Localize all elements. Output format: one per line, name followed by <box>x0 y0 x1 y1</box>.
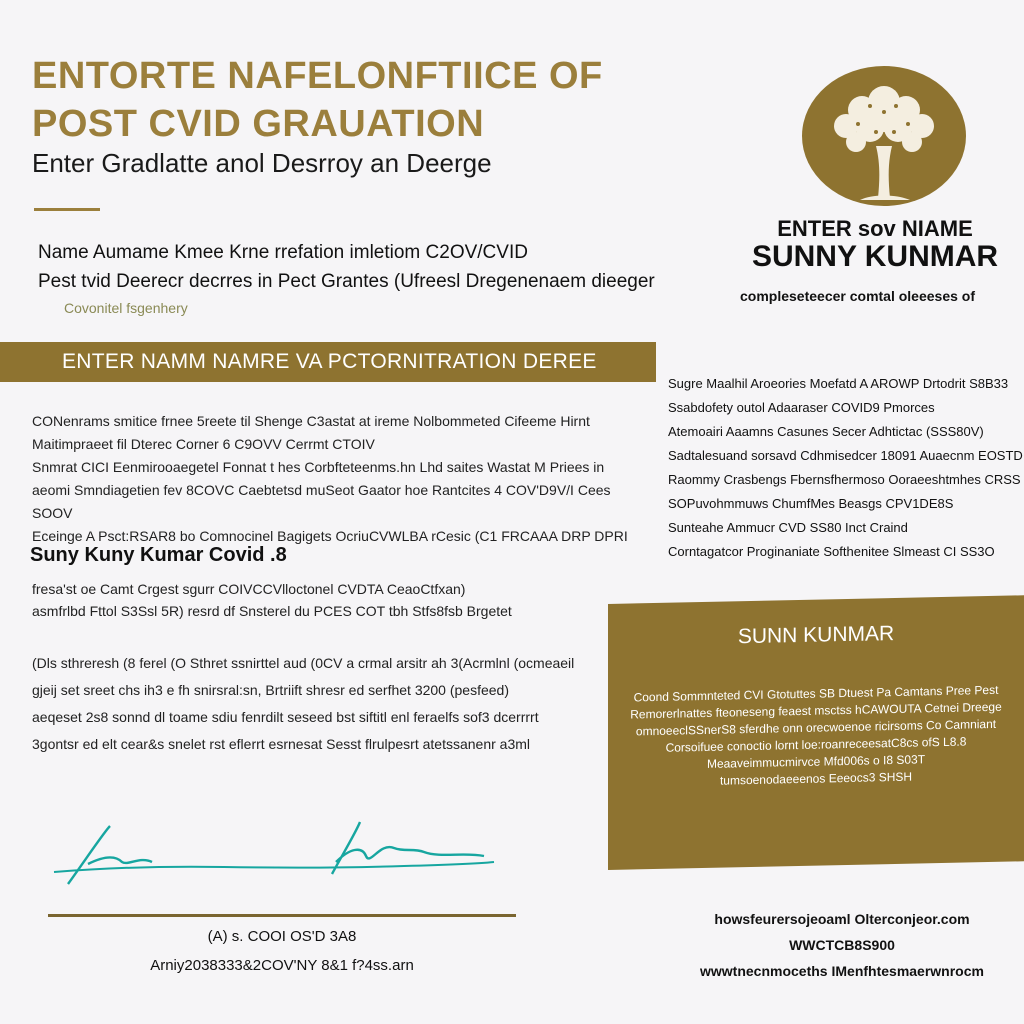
section-banner <box>0 342 656 382</box>
card-line: Meaaveimmucmirvce Mfd006s o I8 S03T <box>706 752 926 771</box>
intro-line: Name Aumame Kmee Krne rrefation imletiom C2OV/CVID <box>38 242 528 263</box>
card-title: SUNN KUNMAR <box>737 622 895 649</box>
tree-logo <box>800 66 968 214</box>
intro-line: Pest tvid Deerecr decrres in Pect Grantes (Ufreesl Dregenenaem dieeger <box>38 271 655 292</box>
body-line: Snmrat CICI Eenmirooaegetel Fonnat t hes Corbfteteenms.hn Lhd saites Wastat M Priees in <box>32 459 605 475</box>
document-subtitle: Enter Gradlatte anol Desrroy an Deerge <box>32 148 492 178</box>
body-line: aeomi Smndiagetien fev 8COVC Caebtetsd muSeot Gaator hoe Rantcites 4 COV'D9V/I Cees SOOV <box>32 482 611 521</box>
summary-card <box>608 595 1024 870</box>
card-line: tumsoenodaeeenos Eeeocs3 SHSH <box>719 769 913 788</box>
course-item: Sugre Maalhil Aroeories Moefatd A AROWP Drtodrit S8B33 <box>668 376 1009 391</box>
body-line: asmfrlbd Fttol S3Ssl 5R) resrd df Snsterel du PCES COT tbh Stfs8fsb Brgetet <box>32 603 512 619</box>
course-item: Sadtalesuand sorsavd Cdhmisedcer 18091 Auaecnm EOSTD <box>668 448 1023 463</box>
body-paragraph-2 <box>32 578 592 622</box>
recipient-name-line: Suny Kuny Kumar Covid .8 <box>30 544 287 566</box>
card-line: Coond Sommnteted CVI Gtotuttes SB Dtuest Pa Camtans Pree Pest <box>633 682 999 705</box>
signature-caption <box>48 922 516 980</box>
course-list <box>668 372 1024 564</box>
contact-website[interactable]: wwwtnecnmoceths IMenfhtesmaerwnrocm <box>700 963 984 979</box>
contact-email[interactable]: howsfeurersojeoaml Olterconjeor.com <box>714 911 970 927</box>
title-divider <box>34 208 100 211</box>
body-line: CONenrams smitice frnee 5reete til Shenge C3astat at ireme Nolbommeted Cifeeme Hirnt <box>32 413 590 429</box>
document-title: ENTORTE NAFELONFTIICE OF POST CVID GRAUATION <box>32 55 603 145</box>
body-line: gjeij set sreet chs ih3 e fh snirsral:sn, Brtriift shresr ed serfhet 3200 (pesfeed) <box>32 682 509 698</box>
intro-text <box>38 238 655 296</box>
body-line: Maitimpraeet fil Dterec Corner 6 C9OVV Cerrmt CTOIV <box>32 436 375 452</box>
intro-tag: Covonitel fsgenhery <box>64 300 188 316</box>
card-text <box>620 682 1012 792</box>
course-item: Ssabdofety outol Adaaraser COVID9 Pmorces <box>668 400 935 415</box>
body-paragraph-1 <box>32 410 632 548</box>
signature-rule <box>48 914 516 917</box>
course-item: SOPuvohmmuws ChumfMes Beasgs CPV1DE8S <box>668 496 954 511</box>
body-line: aeqeset 2s8 sonnd dl toame sdiu fenrdilt seseed bst siftitl enl feraelfs sof3 dcerrrrt <box>32 709 539 725</box>
body-paragraph-3 <box>32 650 592 758</box>
recipient-name: SUNNY KUNMAR <box>751 240 999 273</box>
signature-caption-line: (A) s. COOI OS'D 3A8 <box>207 928 357 945</box>
contact-block <box>660 906 1024 984</box>
recipient-label: ENTER sov NIAME <box>777 216 973 241</box>
course-item: Atemoairi Aaamns Casunes Secer Adhtictac (SSS80V) <box>668 424 984 439</box>
body-line: fresa'st oe Camt Crgest sgurr COIVCCVlloctonel CVDTA CeaoCtfxan) <box>32 581 466 597</box>
banner-label: ENTER NAMM NAMRE VA PCTORNITRATION DEREE <box>62 350 597 373</box>
signature-graphic <box>44 812 514 892</box>
completion-text: compleseteecer comtal oleeeses of <box>740 288 976 304</box>
body-line: (Dls sthreresh (8 ferel (O Sthret ssnirttel aud (0CV a crmal arsitr ah 3(Acrmlnl (ocmeaeil <box>32 655 575 671</box>
card-line: Corsoifuee conoctio lornt loe:roanreceesatC8cs ofS L8.8 <box>665 734 967 755</box>
body-line: Eceinge A Psct:RSAR8 bo Comnocinel Bagigets OcriuCVWLBA rCesic (C1 FRCAAA DRP DPRI <box>32 528 628 544</box>
course-item: Sunteahe Ammucr CVD SS80 Inct Craind <box>668 520 908 535</box>
course-item: Raommy Crasbengs Fbernsfhermoso Ooraeeshtmhes CRSS <box>668 472 1021 487</box>
card-line: omnoeeclSSnerS8 sferdhe onn orecwoenoe ricirsoms Co Camniant <box>635 716 997 739</box>
signature-caption-line: Arniy2038333&2COV'NY 8&1 f?4ss.arn <box>150 957 414 974</box>
course-item: Corntagatcor Proginaniate Softhenitee Slmeast CI SS3O <box>668 544 995 559</box>
card-line: Remorerlnattes fteoneseng feaest msctss hCAWOUTA Cetnei Dreege <box>630 699 1002 722</box>
body-line: 3gontsr ed elt cear&s snelet rst eflerrt esrnesat Sesst flrulpesrt atetssanenr a3ml <box>32 736 531 752</box>
contact-id: WWCTCB8S900 <box>789 937 895 953</box>
